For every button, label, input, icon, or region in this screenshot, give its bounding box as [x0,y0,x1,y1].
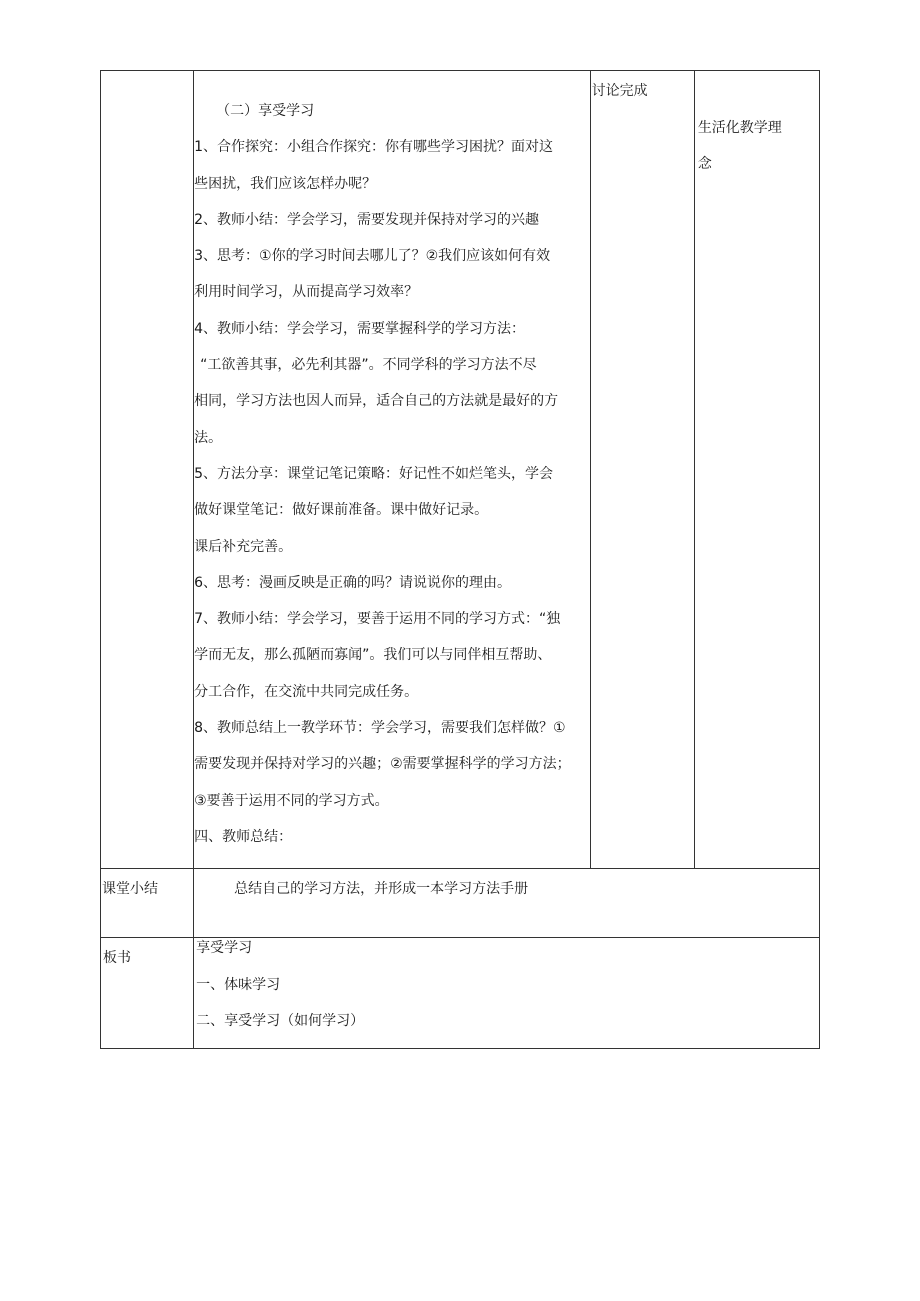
board-line: 二、享受学习（如何学习） [196,1013,365,1029]
board-row [101,938,820,1049]
content-line: 做好课堂笔记：做好课前准备。课中做好记录。 [194,502,489,519]
board-content-cell [194,938,820,1049]
section-heading: （二）享受学习 [216,103,315,119]
board-line: 一、体味学习 [196,976,281,993]
content-line: 4、教师小结：学会学习，需要掌握科学的学习方法： [194,320,526,337]
board-label-cell [101,938,194,1049]
content-line: 需要发现并保持对学习的兴趣；②需要掌握科学的学习方法； [194,756,571,773]
content-line: 学而无友，那么孤陋而寡闻”。我们可以与同伴相互帮助、 [194,647,552,664]
content-line: 6、思考：漫画反映是正确的吗？请说说你的理由。 [194,574,512,591]
teaching-process-row [101,71,820,869]
teaching-content-cell [194,71,591,869]
design-intent-cell [694,71,819,869]
summary-text: 总结自己的学习方法，并形成一本学习方法手册 [234,881,529,897]
content-line: 1、合作探究：小组合作探究：你有哪些学习困扰？面对这 [194,139,554,156]
content-line: 5、方法分享：课堂记笔记策略：好记性不如烂笔头，学会 [194,465,554,482]
content-line: 分工合作，在交流中共同完成任务。 [194,683,419,700]
content-line: 7、教师小结：学会学习，要善于运用不同的学习方式：“独 [194,611,561,628]
content-line: 四、教师总结： [194,828,293,845]
summary-label: 课堂小结 [102,881,158,897]
content-line: 相同，学习方法也因人而异，适合自己的方法就是最好的方 [194,393,559,410]
content-line: ③要善于运用不同的学习方式。 [194,792,389,809]
content-line: “工欲善其事，必先利其器”。不同学科的学习方法不尽 [200,357,537,374]
content-line: 3、思考：①你的学习时间去哪儿了？②我们应该如何有效 [194,248,551,265]
design-intent-line: 生活化教学理 [697,120,782,136]
content-line: 法。 [194,429,223,446]
student-activity-text: 讨论完成 [591,83,648,99]
content-line: 8、教师总结上一教学环节：学会学习，需要我们怎样做？① [194,720,566,737]
content-line: 利用时间学习，从而提高学习效率？ [194,284,419,301]
summary-content-cell [194,869,820,938]
content-line: 课后补充完善。 [194,538,293,555]
empty-label-cell [101,71,194,869]
content-line: 2、教师小结：学会学习，需要发现并保持对学习的兴趣 [194,211,540,228]
design-intent-line: 念 [697,156,712,172]
summary-label-cell [101,869,194,938]
content-line: 些困扰，我们应该怎样办呢？ [194,175,377,192]
lesson-plan-table [100,70,820,1049]
board-label: 板书 [103,950,131,966]
summary-row [101,869,820,938]
board-line: 享受学习 [196,940,253,956]
student-activity-cell [590,71,694,869]
